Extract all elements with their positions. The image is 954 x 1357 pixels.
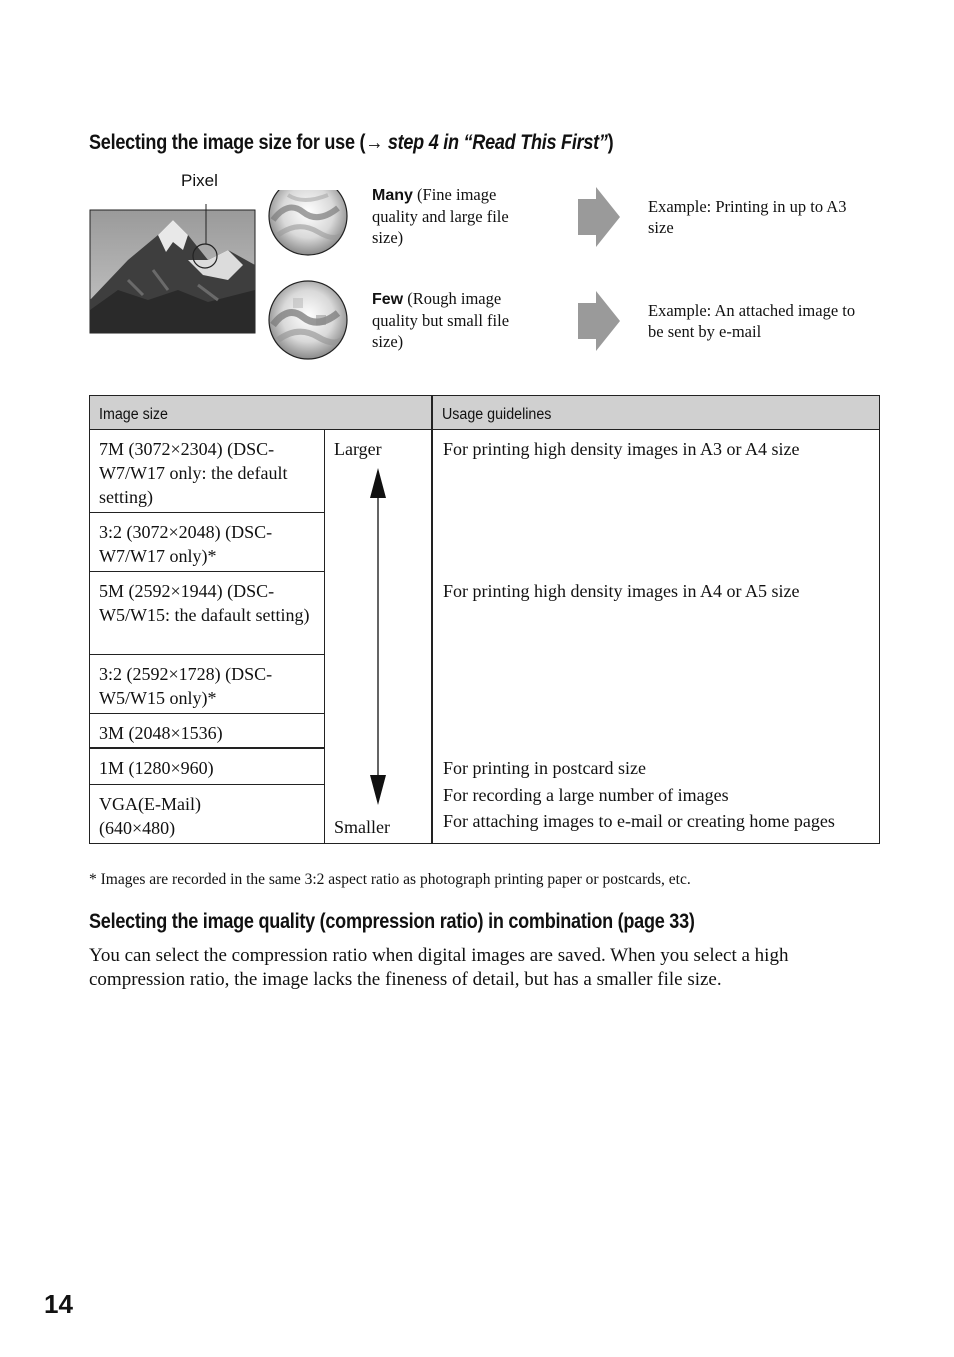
smaller-label: Smaller — [334, 817, 390, 837]
body-paragraph: You can select the compression ratio when digital images are saved. When you select a high compression ratio, the image lacks the fineness of detail, but has a smaller file size. — [89, 945, 789, 990]
arrow-right-icon — [578, 291, 620, 351]
arrow-right-icon — [578, 187, 620, 247]
arrow-icon: → — [365, 131, 384, 154]
double-arrow-icon — [368, 468, 388, 805]
usage-item: For recording a large number of images — [443, 785, 729, 805]
header-usage-text: Usage guidelines — [442, 406, 552, 423]
few-label: Few — [372, 291, 404, 308]
few-desc-text: (Rough image quality but small file size) — [372, 289, 510, 351]
table-row: 1M (1280×960) — [99, 758, 214, 778]
few-description — [372, 288, 542, 352]
many-example: Example: Printing in up to A3 size — [648, 197, 847, 237]
header-usage — [432, 395, 880, 429]
few-example: Example: An attached image to be sent by e-mail — [648, 301, 856, 341]
pixel-label: Pixel — [181, 171, 218, 190]
section-heading-image-size — [89, 131, 613, 155]
usage-item: For printing high density images in A4 or A5 size — [443, 581, 800, 601]
header-image-size — [89, 395, 432, 429]
heading-close: ) — [607, 131, 614, 154]
image-size-table — [89, 395, 880, 844]
table-row: VGA(E-Mail) (640×480) — [99, 794, 201, 838]
section-heading-image-quality: Selecting the image quality (compression ratio) in combination (page 33) — [89, 910, 695, 933]
header-image-size-text: Image size — [99, 406, 168, 423]
magnified-many-pixels — [269, 190, 347, 255]
many-description — [372, 184, 542, 248]
heading-link-text: step 4 in “Read This First” — [383, 131, 608, 154]
table-row: 3:2 (2592×1728) (DSC-W5/W15 only)* — [99, 664, 273, 708]
page-number: 14 — [44, 1289, 73, 1319]
footnote: * Images are recorded in the same 3:2 aspect ratio as photograph printing paper or postcards, etc. — [89, 871, 691, 888]
magnified-few-pixels — [269, 281, 347, 359]
mountain-photo — [90, 210, 255, 333]
many-desc-text: (Fine image quality and large file size) — [372, 185, 509, 247]
many-label: Many — [372, 187, 413, 204]
table-row: 3:2 (3072×2048) (DSC-W7/W17 only)* — [99, 522, 273, 566]
usage-item: For printing high density images in A3 or A4 size — [443, 439, 800, 459]
larger-label: Larger — [334, 439, 382, 459]
figure-illustration — [88, 190, 358, 365]
table-row: 7M (3072×2304) (DSC-W7/W17 only: the default setting) — [99, 439, 288, 507]
table-row: 3M (2048×1536) — [99, 723, 223, 743]
usage-item: For attaching images to e-mail or creating home pages — [443, 811, 835, 831]
usage-item: For printing in postcard size — [443, 758, 646, 778]
table-row: 5M (2592×1944) (DSC-W5/W15: the dafault setting) — [99, 581, 310, 625]
heading-text: Selecting the image size for use ( — [89, 131, 366, 154]
